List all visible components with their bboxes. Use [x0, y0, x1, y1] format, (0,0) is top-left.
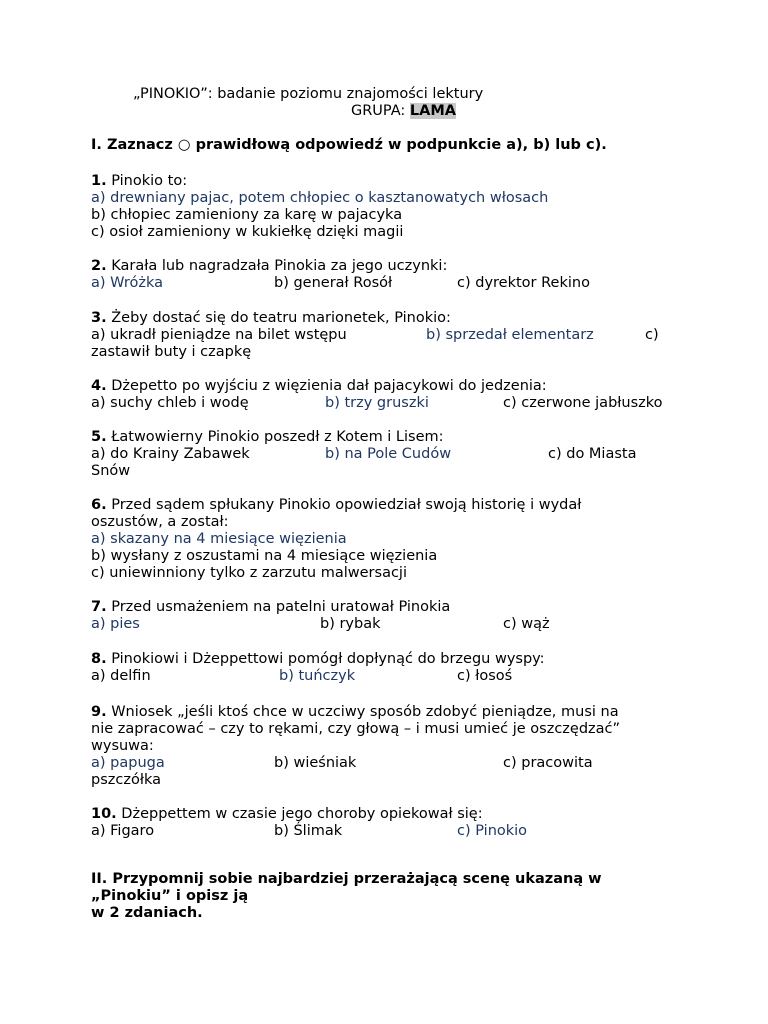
q2-answer-b: b) generał Rosół [274, 275, 393, 291]
q10-answer-b: b) Ślimak [274, 823, 343, 839]
question-number: 1. [91, 173, 107, 189]
question-text: Pinokiowi i Dżeppettowi pomógł dopłynąć do brzegu wyspy: [111, 651, 545, 667]
question-number: 7. [91, 599, 107, 615]
q5-answer-c-prefix: c) do Miasta [548, 446, 637, 462]
group-name: LAMA [409, 103, 457, 119]
question-1 [91, 173, 187, 190]
question-text: Przed sądem spłukany Pinokio opowiedział swoją historię i wydał [111, 497, 582, 513]
q8-answer-a: a) delfin [91, 668, 151, 684]
q7-answer-c: c) wąż [503, 616, 550, 632]
question-5 [91, 429, 444, 446]
question-text: Dżeppettem w czasie jego choroby opiekował się: [121, 806, 483, 822]
q4-answer-c: c) czerwone jabłuszko [503, 395, 663, 411]
question-text: Pinokio to: [111, 173, 188, 189]
q2-answer-a: a) Wróżka [91, 275, 163, 291]
q8-answer-c: c) łosoś [457, 668, 513, 684]
q9-answer-a: a) papuga [91, 755, 165, 771]
question-number: 9. [91, 704, 107, 720]
q1-answer-c: c) osioł zamieniony w kukiełkę dzięki magii [91, 224, 404, 240]
section2-line1: II. Przypomnij sobie najbardziej przerażającą scenę ukazaną w [91, 871, 602, 887]
question-text: Żeby dostać się do teatru marionetek, Pinokio: [111, 310, 451, 326]
q3-answer-b: b) sprzedał elementarz [426, 327, 594, 343]
question-text: Łatwowierny Pinokio poszedł z Kotem i Lisem: [111, 429, 444, 445]
q10-answer-a: a) Figaro [91, 823, 155, 839]
q9-answer-b: b) wieśniak [274, 755, 357, 771]
q8-answer-b: b) tuńczyk [279, 668, 356, 684]
q3-answer-a: a) ukradł pieniądze na bilet wstępu [91, 327, 347, 343]
question-9-cont1: nie zapracować – czy to rękami, czy głową – i musi umieć je oszczędzać” [91, 721, 621, 737]
q5-answer-b: b) na Pole Cudów [325, 446, 452, 462]
group-line [351, 103, 456, 120]
q6-answer-a: a) skazany na 4 miesiące więzienia [91, 531, 347, 547]
question-10 [91, 806, 483, 823]
question-6 [91, 497, 581, 514]
question-text: Wniosek „jeśli ktoś chce w uczciwy sposób zdobyć pieniądze, musi na [111, 704, 619, 720]
q2-answer-c: c) dyrektor Rekino [457, 275, 590, 291]
q7-answer-b: b) rybak [320, 616, 381, 632]
question-number: 8. [91, 651, 107, 667]
q4-answer-a: a) suchy chleb i wodę [91, 395, 249, 411]
question-6-cont: oszustów, a został: [91, 514, 229, 530]
q3-answer-c-prefix: c) [645, 327, 659, 343]
q5-answer-c: Snów [91, 463, 131, 479]
question-2 [91, 258, 447, 275]
q6-answer-c: c) uniewinniony tylko z zarzutu malwersacji [91, 565, 407, 581]
question-text: Przed usmażeniem na patelni uratował Pinokia [111, 599, 451, 615]
question-text: Dżepetto po wyjściu z więzienia dał pajacykowi do jedzenia: [111, 378, 547, 394]
question-number: 3. [91, 310, 107, 326]
q1-answer-a: a) drewniany pajac, potem chłopiec o kasztanowatych włosach [91, 190, 549, 206]
document-title: „PINOKIO”: badanie poziomu znajomości lektury [133, 86, 484, 102]
section2-line2: „Pinokiu” i opisz ją [91, 888, 249, 904]
q9-answer-c-prefix: c) pracowita [503, 755, 593, 771]
q10-answer-c: c) Pinokio [457, 823, 528, 839]
question-8 [91, 651, 545, 668]
section1-instruction: I. Zaznacz ○ prawidłową odpowiedź w podpunkcie a), b) lub c). [91, 137, 607, 153]
q4-answer-b: b) trzy gruszki [325, 395, 429, 411]
q1-answer-b: b) chłopiec zamieniony za karę w pajacyka [91, 207, 403, 223]
question-text: Karała lub nagradzała Pinokia za jego uczynki: [111, 258, 448, 274]
question-3 [91, 310, 451, 327]
question-number: 2. [91, 258, 107, 274]
question-9 [91, 704, 619, 721]
question-9-cont2: wysuwa: [91, 738, 154, 754]
question-number: 6. [91, 497, 107, 513]
section2-line3: w 2 zdaniach. [91, 905, 203, 921]
question-7 [91, 599, 450, 616]
question-number: 4. [91, 378, 107, 394]
q6-answer-b: b) wysłany z oszustami na 4 miesiące więzienia [91, 548, 438, 564]
q7-answer-a: a) pies [91, 616, 140, 632]
q9-answer-c: pszczółka [91, 772, 161, 788]
q5-answer-a: a) do Krainy Zabawek [91, 446, 250, 462]
question-4 [91, 378, 547, 395]
question-number: 10. [91, 806, 117, 822]
q3-answer-c: zastawił buty i czapkę [91, 344, 252, 360]
group-label: GRUPA: [351, 103, 406, 119]
question-number: 5. [91, 429, 107, 445]
